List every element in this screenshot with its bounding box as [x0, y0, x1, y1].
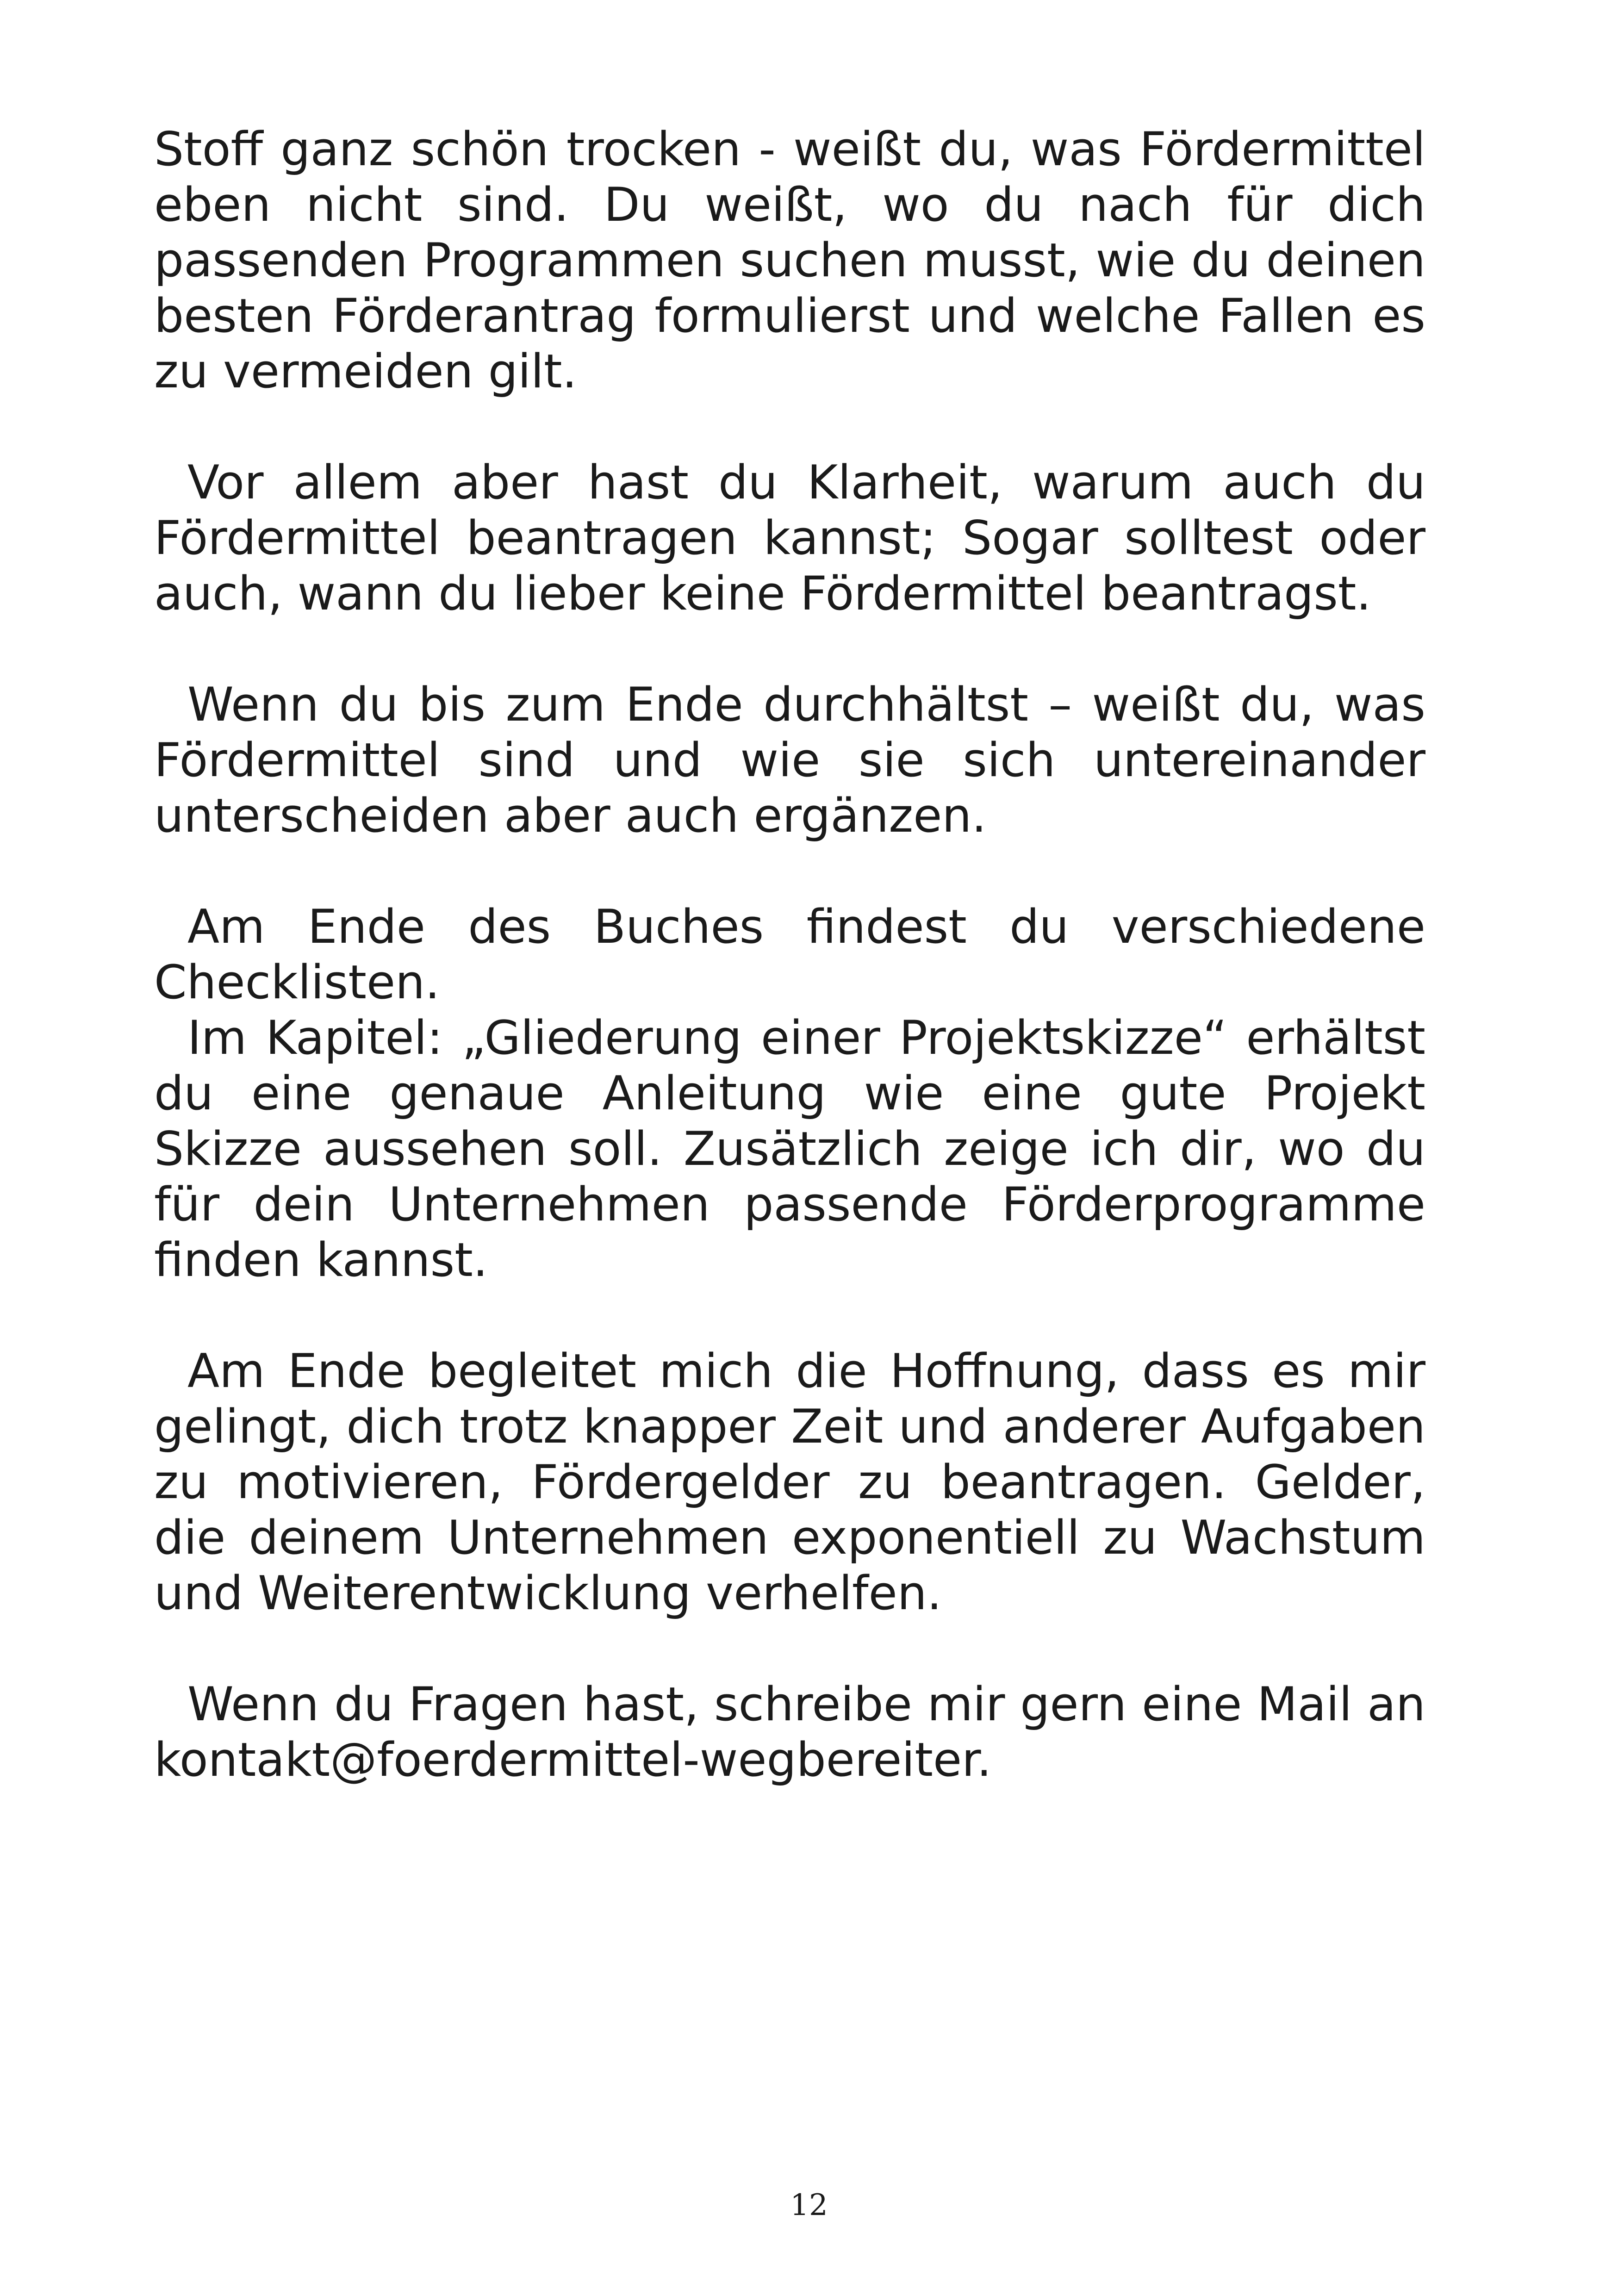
paragraph-hope: Am Ende begleitet mich die Hoffnung, dass es mir gelingt, dich trotz knapper Zeit und anderer Aufgaben zu motivieren, Fördergelder zu beantragen. Gelder, die deinem Unternehmen exponentiell zu Wachstum und Weiterentwicklung verhelfen. [154, 1344, 1425, 1620]
page-number: 12 [790, 2188, 828, 2222]
paragraph-continuation: Stoff ganz schön trocken - weißt du, was Fördermittel eben nicht sind. Du weißt, wo du nach für dich passenden Programmen suchen musst, wie du deinen besten Förderantrag formulierst und welche Fallen es zu vermeiden gilt. [154, 122, 1425, 398]
paragraph-until-the-end: Wenn du bis zum Ende durchhältst – weißt du, was Fördermittel sind und wie sie sich untereinander unterscheiden aber auch ergänzen. [154, 677, 1425, 843]
paragraph-contact: Wenn du Fragen hast, schreibe mir gern eine Mail an kontakt@foerdermittel-wegbereiter. [154, 1677, 1425, 1787]
body-text [154, 121, 1425, 1787]
paragraph-checklists: Am Ende des Buches findest du verschiedene Checklisten. [154, 899, 1425, 1009]
paragraph-clarity: Vor allem aber hast du Klarheit, warum auch du Fördermittel beantragen kannst; Sogar solltest oder auch, wann du lieber keine Fördermittel beantragst. [154, 455, 1425, 621]
paragraph-chapter-outline: Im Kapitel: „Gliederung einer Projektskizze“ erhältst du eine genaue Anleitung wie eine gute Projekt Skizze aussehen soll. Zusätzlich zeige ich dir, wo du für dein Unternehmen passende Förderprogramme finden kannst. [154, 1010, 1425, 1287]
